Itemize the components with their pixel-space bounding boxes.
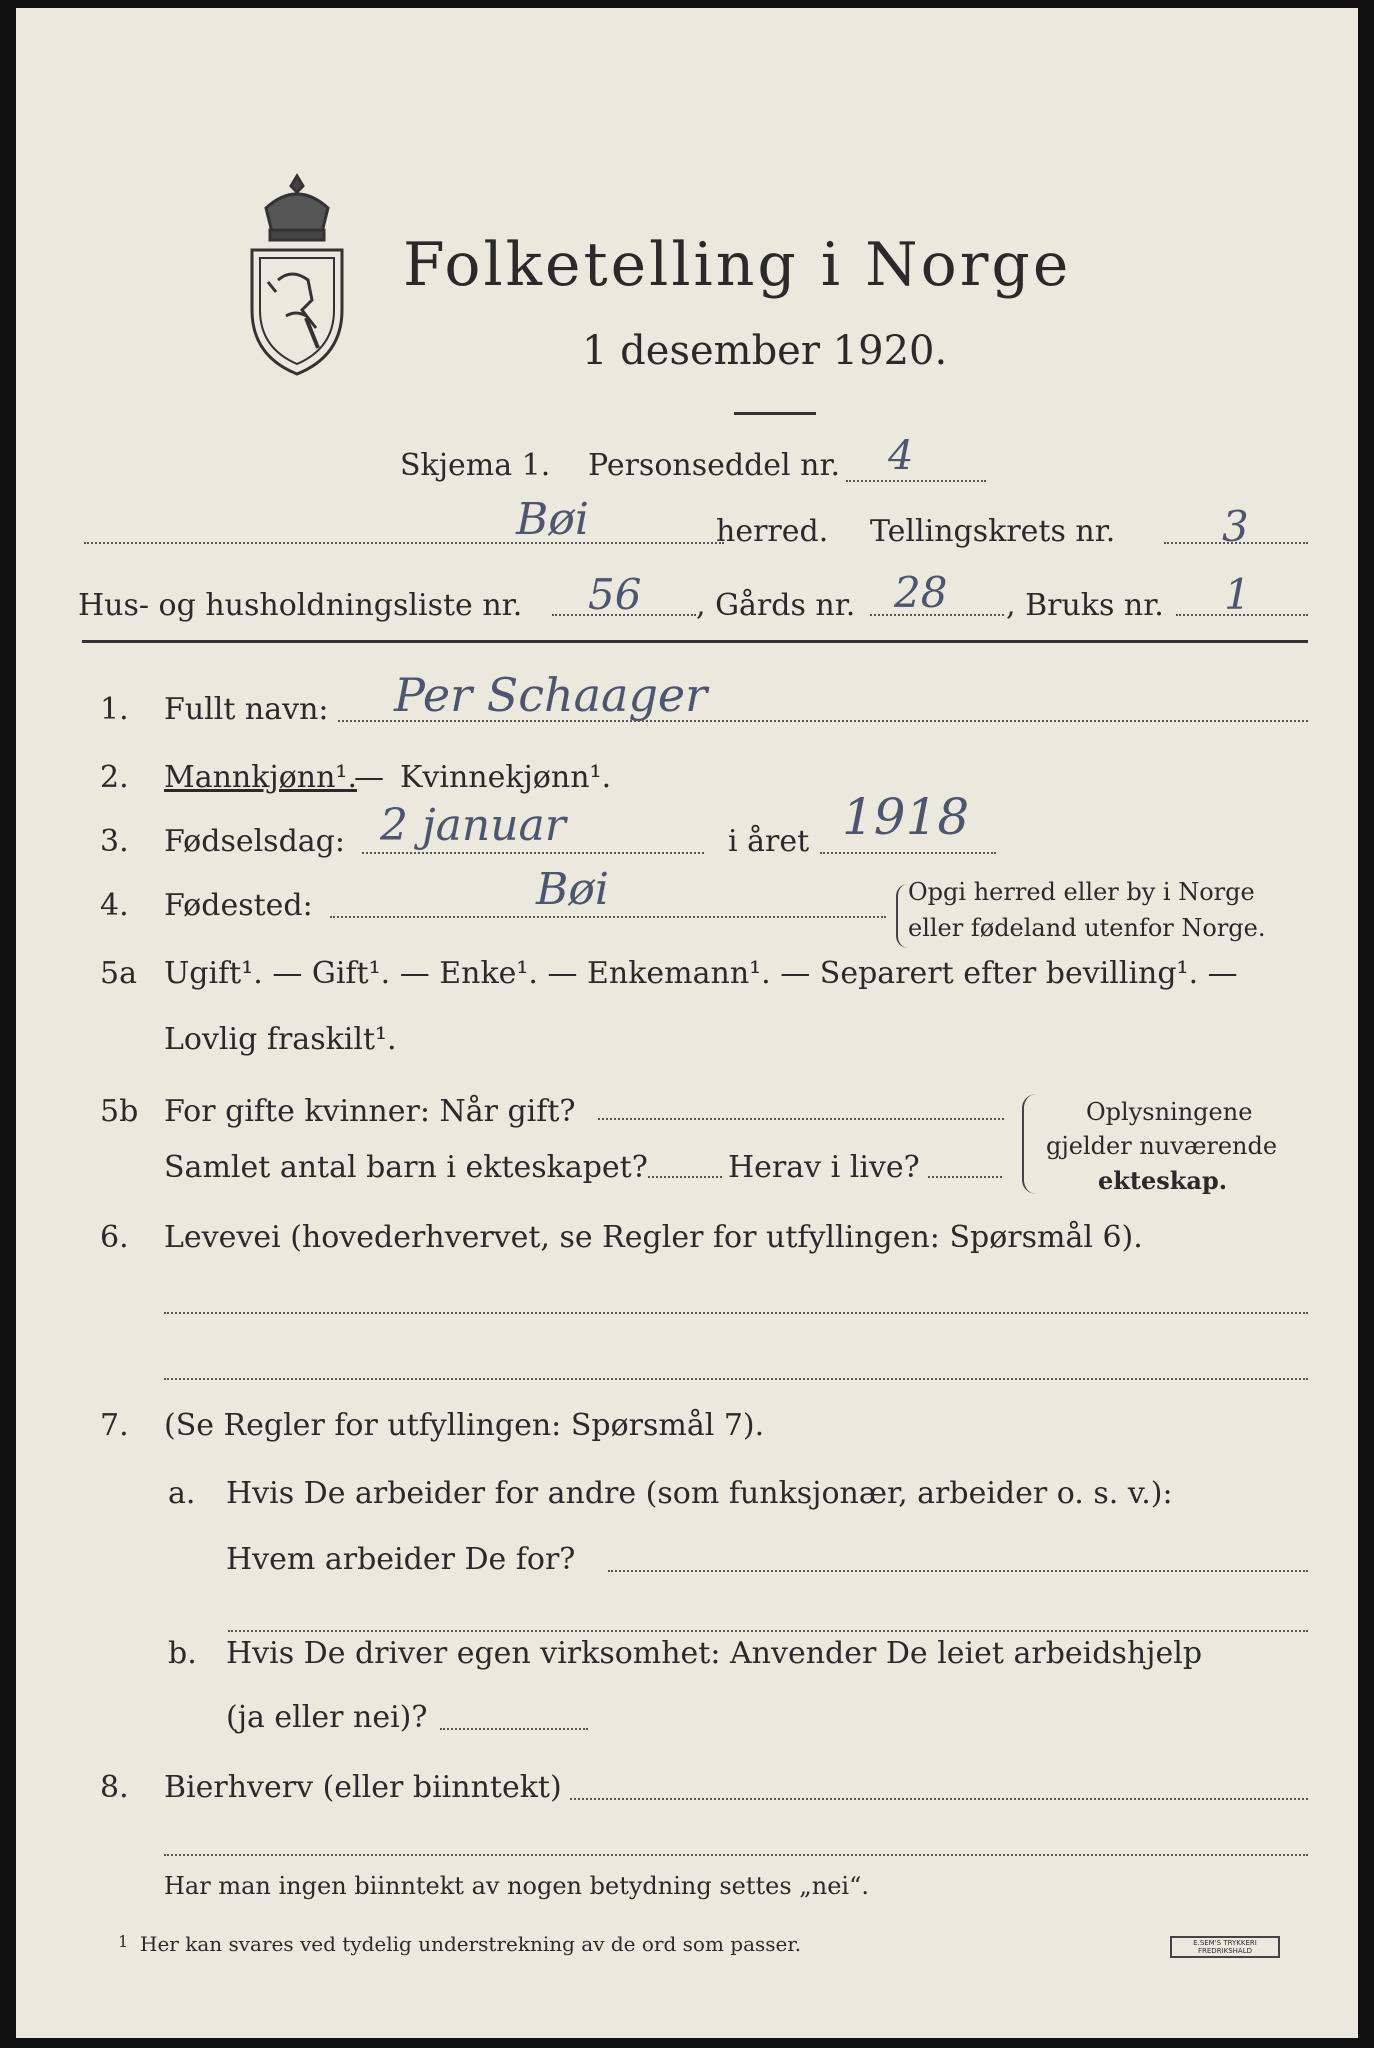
- q7a-number: a.: [168, 1476, 196, 1511]
- q8-number: 8.: [100, 1770, 129, 1805]
- birthplace-note-brace: [896, 884, 908, 948]
- occupation-label: Levevei (hovederhvervet, se Regler for utfyllingen: Spørsmål 6).: [164, 1220, 1143, 1255]
- marital-status-divorced[interactable]: Lovlig fraskilt¹.: [164, 1022, 397, 1057]
- q1-label: Fullt navn:: [164, 692, 329, 727]
- personseddel-field[interactable]: [846, 480, 986, 482]
- marriage-note-brace: [1022, 1094, 1036, 1194]
- gards-value: 28: [894, 568, 948, 617]
- hus-value: 56: [588, 570, 642, 619]
- form-title: Folketelling i Norge: [403, 230, 1072, 300]
- children-total-field[interactable]: [648, 1176, 722, 1178]
- birthplace-note-2: eller fødeland utenfor Norge.: [908, 914, 1266, 942]
- q2-separator: —: [354, 760, 384, 795]
- herred-value: Bøi: [516, 494, 589, 545]
- tellingskrets-value: 3: [1222, 502, 1249, 551]
- q7b-number: b.: [168, 1636, 197, 1671]
- printer-stamp: [1170, 1936, 1280, 1958]
- marriage-note-3: ekteskap.: [1098, 1166, 1228, 1195]
- married-when-label: For gifte kvinner: Når gift?: [164, 1094, 576, 1129]
- marital-status-options[interactable]: Ugift¹. — Gift¹. — Enke¹. — Enkemann¹. — Separert efter bevilling¹. —: [164, 956, 1238, 991]
- q5a-number: 5a: [100, 956, 137, 991]
- tellingskrets-label: Tellingskrets nr.: [870, 514, 1116, 549]
- marriage-note-2: gjelder nuværende: [1046, 1132, 1278, 1160]
- census-form: [16, 8, 1358, 2038]
- hired-help-field[interactable]: [440, 1728, 588, 1730]
- side-income-field-1[interactable]: [570, 1798, 1308, 1800]
- q7b-question: Hvis De driver egen virksomhet: Anvender De leiet arbeidshjelp: [226, 1636, 1203, 1671]
- q1-number: 1.: [100, 692, 129, 727]
- married-when-field[interactable]: [598, 1118, 1004, 1120]
- gards-label: , Gårds nr.: [696, 588, 856, 623]
- q4-number: 4.: [100, 888, 129, 923]
- q5b-number: 5b: [100, 1094, 139, 1129]
- children-total-label: Samlet antal barn i ekteskapet?: [164, 1150, 648, 1185]
- children-alive-field[interactable]: [928, 1176, 1002, 1178]
- side-income-label: Bierhverv (eller biinntekt): [164, 1770, 562, 1805]
- census-date: 1 desember 1920.: [582, 328, 948, 374]
- bruks-label: , Bruks nr.: [1006, 588, 1164, 623]
- hired-help-label: (ja eller nei)?: [226, 1700, 428, 1735]
- q7-number: 7.: [100, 1408, 129, 1443]
- q3-label: Fødselsdag:: [164, 824, 345, 859]
- birthday-field[interactable]: [362, 852, 704, 854]
- employer-field-1[interactable]: [608, 1570, 1308, 1572]
- birth-year-value: 1918: [842, 788, 970, 846]
- employer-field-2[interactable]: [228, 1630, 1308, 1632]
- female-option[interactable]: Kvinnekjønn¹.: [400, 760, 612, 795]
- year-label: i året: [728, 824, 810, 859]
- hus-label: Hus- og husholdningsliste nr.: [78, 588, 523, 623]
- skjema-label: Skjema 1.: [400, 448, 551, 483]
- herred-label: herred.: [716, 514, 829, 549]
- footnote: Her kan svares ved tydelig understrekning av de ord som passer.: [140, 1932, 802, 1956]
- side-income-field-2[interactable]: [164, 1854, 1308, 1856]
- birthplace-value: Bøi: [536, 864, 609, 915]
- printer-stamp-line-2: FREDRIKSHALD: [1197, 1947, 1252, 1955]
- birthplace-field[interactable]: [330, 916, 886, 918]
- employer-label: Hvem arbeider De for?: [226, 1542, 576, 1577]
- footnote-number: 1: [118, 1932, 129, 1951]
- occupation-field-2[interactable]: [164, 1378, 1308, 1380]
- occupation-field-1[interactable]: [164, 1312, 1308, 1314]
- personseddel-value: 4: [888, 433, 914, 479]
- q7a-question: Hvis De arbeider for andre (som funksjonær, arbeider o. s. v.):: [226, 1476, 1173, 1511]
- children-alive-label: Herav i live?: [728, 1150, 920, 1185]
- marriage-note-1: Oplysningene: [1086, 1098, 1253, 1126]
- personseddel-label: Personseddel nr.: [588, 448, 841, 483]
- birth-year-field[interactable]: [820, 852, 996, 854]
- header-rule: [82, 640, 1308, 643]
- birthplace-note-1: Opgi herred eller by i Norge: [908, 878, 1255, 906]
- coat-of-arms-icon: [244, 168, 350, 378]
- male-option[interactable]: Mannkjønn¹.: [164, 760, 357, 795]
- printer-stamp-line-1: E.SEM'S TRYKKERI: [1193, 1939, 1257, 1947]
- q3-number: 3.: [100, 824, 129, 859]
- birthday-value: 2 januar: [380, 800, 566, 851]
- q6-number: 6.: [100, 1220, 129, 1255]
- q4-label: Fødested:: [164, 888, 313, 923]
- nei-note: Har man ingen biinntekt av nogen betydning settes „nei“.: [164, 1872, 869, 1900]
- q2-number: 2.: [100, 760, 129, 795]
- bruks-value: 1: [1224, 570, 1251, 619]
- q7-label: (Se Regler for utfyllingen: Spørsmål 7).: [164, 1408, 765, 1443]
- title-divider: [734, 412, 816, 415]
- full-name-value: Per Schaager: [394, 668, 708, 722]
- herred-field[interactable]: [84, 542, 724, 544]
